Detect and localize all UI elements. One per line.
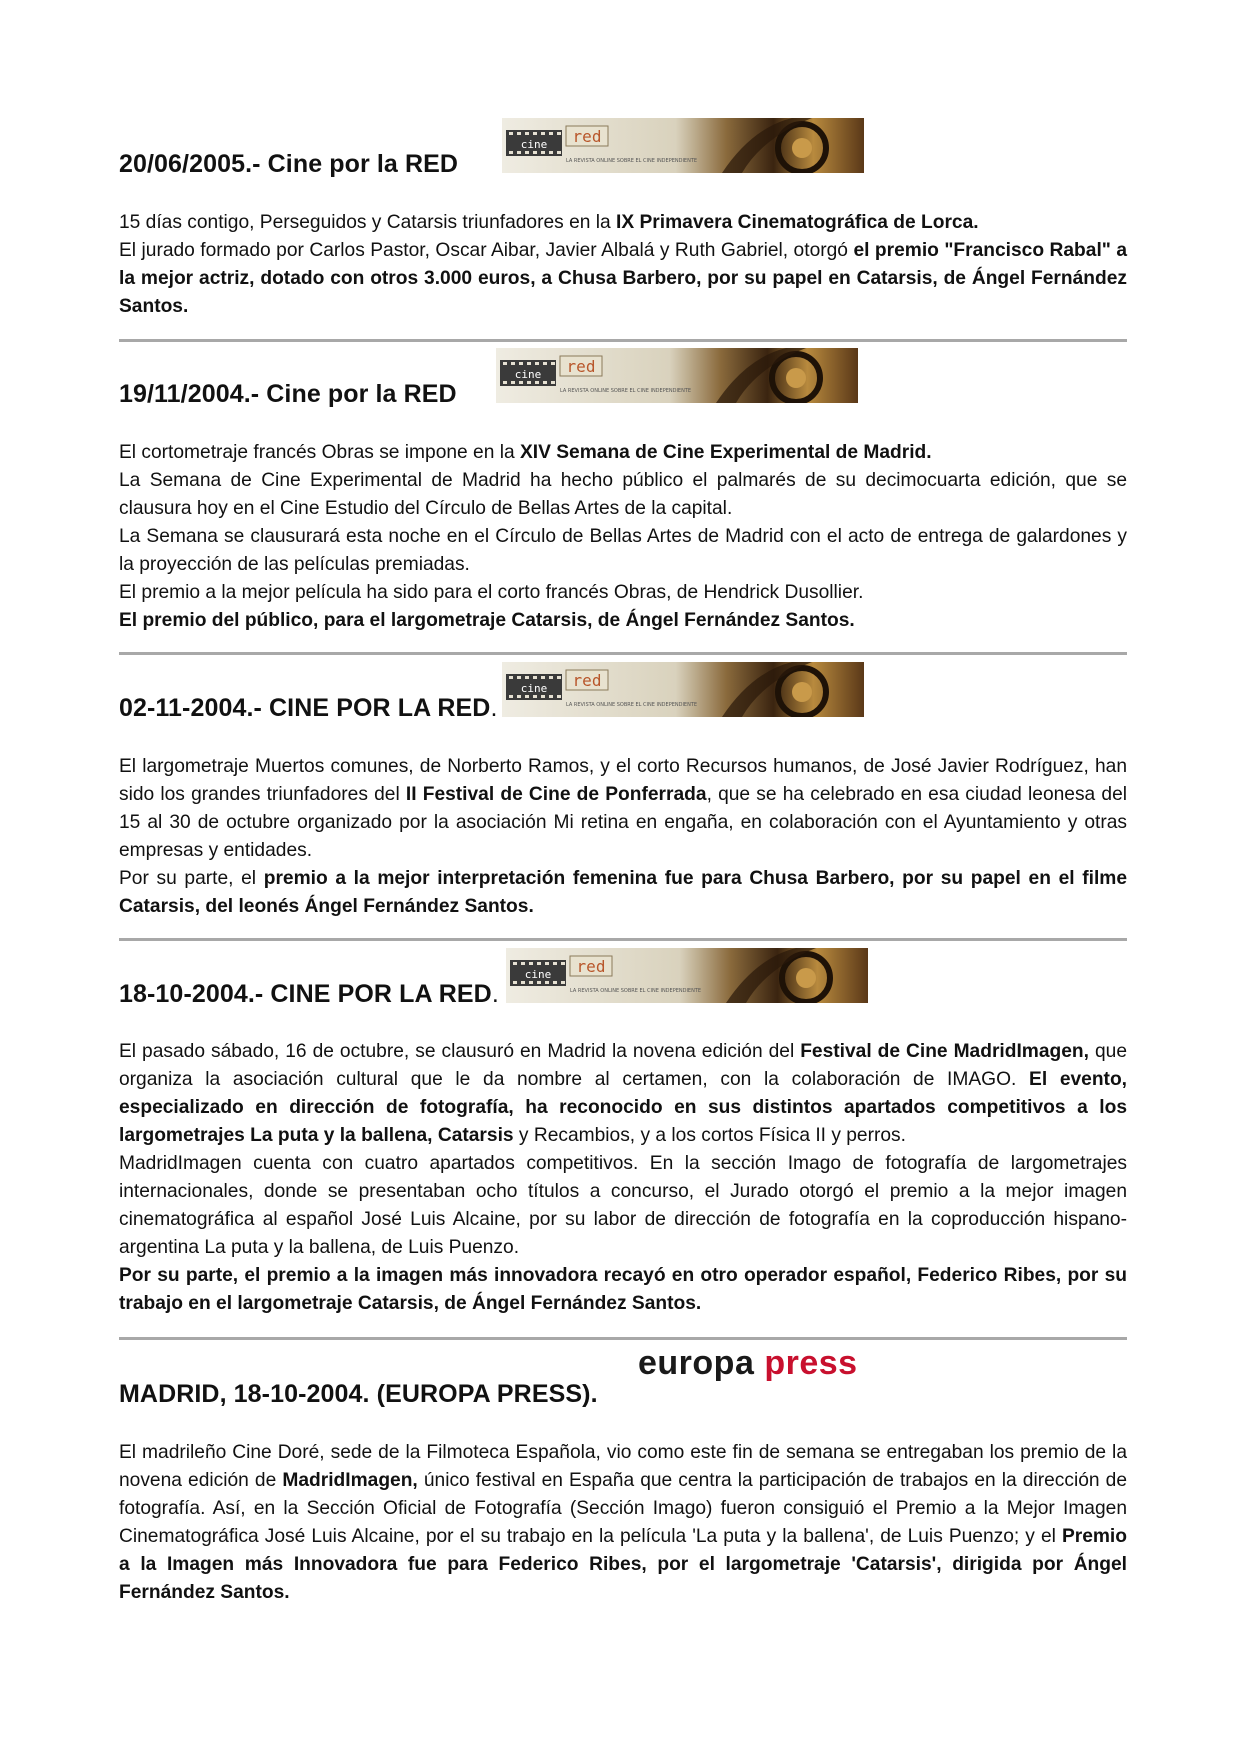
text: El premio a la mejor película ha sido para el corto francés Obras, de Hendrick Dusollier. [119, 582, 864, 603]
banner-tagline: LA REVISTA ONLINE SOBRE EL CINE INDEPENDIENTE [560, 388, 692, 394]
text: El largometraje Muertos comunes, de Norberto Ramos, y el corto Recursos humanos, de José Javier Rodríguez, han sido los grandes triunfadores del [119, 756, 1127, 805]
film-perforation [543, 362, 547, 365]
film-perforation [541, 132, 545, 135]
bold-text: XIV Semana de Cine Experimental de Madrid. [520, 442, 932, 463]
film-perforation [541, 695, 545, 698]
film-perforation [517, 132, 521, 135]
film-perforation [533, 695, 537, 698]
film-perforation [503, 381, 507, 384]
article-paragraph [119, 209, 1127, 237]
banner-word-red: red [566, 357, 596, 376]
film-perforation [543, 381, 547, 384]
film-perforation [509, 151, 513, 154]
section-divider [119, 339, 1127, 342]
film-perforation [509, 695, 513, 698]
article-paragraph [119, 1262, 1127, 1318]
cine-por-la-red-banner [502, 662, 864, 717]
article-body [119, 753, 1127, 921]
film-perforation [525, 695, 529, 698]
banner-word-red: red [572, 671, 602, 690]
bold-text: Premio a la Imagen más Innovadora fue para Federico Ribes, por el largometraje 'Catarsis', dirigida por Ángel Fernández Santos. [119, 1526, 1127, 1603]
film-perforation [527, 362, 531, 365]
film-perforation [551, 362, 555, 365]
article-paragraph [119, 1038, 1127, 1150]
bold-text: premio a la mejor interpretación femenina fue para Chusa Barbero, por su papel en el filme Catarsis, del leonés Ángel Fernández Santos. [119, 868, 1128, 917]
film-perforation [549, 132, 553, 135]
film-perforation [551, 381, 555, 384]
article-paragraph [119, 237, 1127, 321]
film-perforation [513, 981, 517, 984]
article-heading: 20/06/2005.- Cine por la RED [119, 150, 459, 178]
article-paragraph [119, 579, 1127, 607]
bold-text: IX Primavera Cinematográfica de Lorca. [616, 212, 979, 233]
film-perforation [549, 695, 553, 698]
film-perforation [533, 151, 537, 154]
article-paragraph [119, 865, 1127, 921]
film-perforation [545, 981, 549, 984]
section-divider [119, 938, 1127, 941]
article-paragraph [119, 439, 1127, 467]
text: La Semana se clausurará esta noche en el Círculo de Bellas Artes de Madrid con el acto de entrega de galardones y la proyección de las películas premiadas. [119, 526, 1127, 575]
film-perforation [525, 151, 529, 154]
bold-text: Por su parte, el premio a la imagen más innovadora recayó en otro operador español, Federico Ribes, por su trabajo en el largometraje Catarsis, de Ángel Fernández Santos. [119, 1265, 1127, 1314]
article-body [119, 1439, 1127, 1607]
film-reel-hub [786, 368, 806, 388]
film-perforation [525, 676, 529, 679]
film-reel-hub [796, 968, 816, 988]
film-perforation [533, 676, 537, 679]
bold-text: MadridImagen, [282, 1470, 418, 1491]
film-reel-hub [792, 682, 812, 702]
film-perforation [529, 962, 533, 965]
film-perforation [535, 362, 539, 365]
banner-tagline: LA REVISTA ONLINE SOBRE EL CINE INDEPENDIENTE [570, 988, 702, 994]
article-heading: MADRID, 18-10-2004. (EUROPA PRESS). [119, 1380, 598, 1408]
film-perforation [527, 381, 531, 384]
film-perforation [561, 981, 565, 984]
text: único festival en España que centra la participación de trabajos en la dirección de fotografía. Así, en la Sección Oficial de Fotografía (Sección Imago) fueron consiguió el Premio a la Mejor Imagen Cinematográfica José Luis Alcaine, por el su trabajo en la película 'La puta y la ballena', de Luis Puenzo; y el [119, 1470, 1127, 1547]
film-perforation [517, 676, 521, 679]
article-body [119, 439, 1127, 635]
section-divider [119, 1337, 1127, 1340]
banner-tagline: LA REVISTA ONLINE SOBRE EL CINE INDEPENDIENTE [566, 158, 698, 164]
article-heading: 18-10-2004.- CINE POR LA RED. [119, 980, 499, 1008]
film-perforation [549, 151, 553, 154]
text: El madrileño Cine Doré, sede de la Filmoteca Española, vio como este fin de semana se entregaban los premio de la novena edición de [119, 1442, 1127, 1491]
text: y Recambios, y a los cortos Física II y perros. [513, 1125, 906, 1146]
text: 15 días contigo, Perseguidos y Catarsis triunfadores en la [119, 212, 617, 233]
film-perforation [557, 132, 561, 135]
film-perforation [553, 981, 557, 984]
film-perforation [513, 962, 517, 965]
text: MadridImagen cuenta con cuatro apartados competitivos. En la sección Imago de fotografía de largometrajes internacionales, donde se presentaban ocho títulos a concurso, el Jurado otorgó el premio a la mejor imagen cinematográfica al español José Luis Alcaine, por su labor de dirección de fotografía en la coproducción hispano-argentina La puta y la ballena, de Luis Puenzo. [119, 1153, 1127, 1258]
film-perforation [537, 962, 541, 965]
film-perforation [519, 362, 523, 365]
film-perforation [535, 381, 539, 384]
film-perforation [533, 132, 537, 135]
film-perforation [517, 695, 521, 698]
film-perforation [525, 132, 529, 135]
section-divider [119, 652, 1127, 655]
article-paragraph [119, 1439, 1127, 1607]
film-perforation [561, 962, 565, 965]
bold-text: II Festival de Cine de Ponferrada [405, 784, 707, 805]
banner-word-cine: cine [520, 682, 548, 695]
bold-text: El premio del público, para el largometraje Catarsis, de Ángel Fernández Santos. [119, 610, 855, 631]
text: La Semana de Cine Experimental de Madrid ha hecho público el palmarés de su decimocuarta edición, que se clausura hoy en el Cine Estudio del Círculo de Bellas Artes de la capital. [119, 470, 1127, 519]
article-paragraph [119, 607, 1127, 635]
banner-word-red: red [576, 957, 606, 976]
banner-word-red: red [572, 127, 602, 146]
text: El jurado formado por Carlos Pastor, Oscar Aibar, Javier Albalá y Ruth Gabriel, otorgó [119, 240, 854, 261]
article-body [119, 209, 1127, 321]
film-perforation [541, 676, 545, 679]
film-perforation [541, 151, 545, 154]
text: El cortometraje francés Obras se impone en la [119, 442, 520, 463]
banner-word-cine: cine [524, 968, 552, 981]
banner-word-cine: cine [520, 138, 548, 151]
banner-word-cine: cine [514, 368, 542, 381]
article-heading: 02-11-2004.- CINE POR LA RED. [119, 694, 498, 722]
film-perforation [537, 981, 541, 984]
film-perforation [553, 962, 557, 965]
film-perforation [511, 362, 515, 365]
cine-por-la-red-banner [502, 118, 864, 173]
cine-por-la-red-banner [496, 348, 858, 403]
article-heading: 19/11/2004.- Cine por la RED [119, 380, 457, 408]
film-perforation [549, 676, 553, 679]
banner-tagline: LA REVISTA ONLINE SOBRE EL CINE INDEPENDIENTE [566, 702, 698, 708]
bold-text: El evento, especializado en dirección de fotografía, ha reconocido en sus distintos apartados competitivos a los largometrajes La puta y la ballena, Catarsis [119, 1069, 1127, 1146]
film-perforation [509, 676, 513, 679]
film-reel-hub [792, 138, 812, 158]
film-perforation [521, 981, 525, 984]
film-perforation [517, 151, 521, 154]
text: que organiza la asociación cultural que le da nombre al certamen, con la colaboración de IMAGO. [119, 1041, 1127, 1090]
film-perforation [519, 381, 523, 384]
film-perforation [557, 676, 561, 679]
film-perforation [509, 132, 513, 135]
film-perforation [521, 962, 525, 965]
text: , que se ha celebrado en esa ciudad leonesa del 15 al 30 de octubre organizado por la asociación Mi retina en engaña, en colaboración con el Ayuntamiento y otras empresas y entidades. [119, 784, 1128, 861]
article-paragraph [119, 467, 1127, 523]
film-perforation [545, 962, 549, 965]
bold-text: el premio "Francisco Rabal" a la mejor actriz, dotado con otros 3.000 euros, a Chusa Barbero, por su papel en Catarsis, de Ángel Fernández Santos. [119, 240, 1127, 317]
film-perforation [529, 981, 533, 984]
article-paragraph [119, 753, 1127, 865]
text: Por su parte, el [119, 868, 264, 889]
film-perforation [511, 381, 515, 384]
cine-por-la-red-banner [506, 948, 868, 1003]
film-perforation [503, 362, 507, 365]
text: El pasado sábado, 16 de octubre, se clausuró en Madrid la novena edición del [119, 1041, 801, 1062]
article-body [119, 1038, 1127, 1318]
bold-text: Festival de Cine MadridImagen, [800, 1041, 1089, 1062]
film-perforation [557, 151, 561, 154]
film-perforation [557, 695, 561, 698]
article-paragraph [119, 523, 1127, 579]
europa-press-logo: europa press [638, 1344, 858, 1382]
article-paragraph [119, 1150, 1127, 1262]
